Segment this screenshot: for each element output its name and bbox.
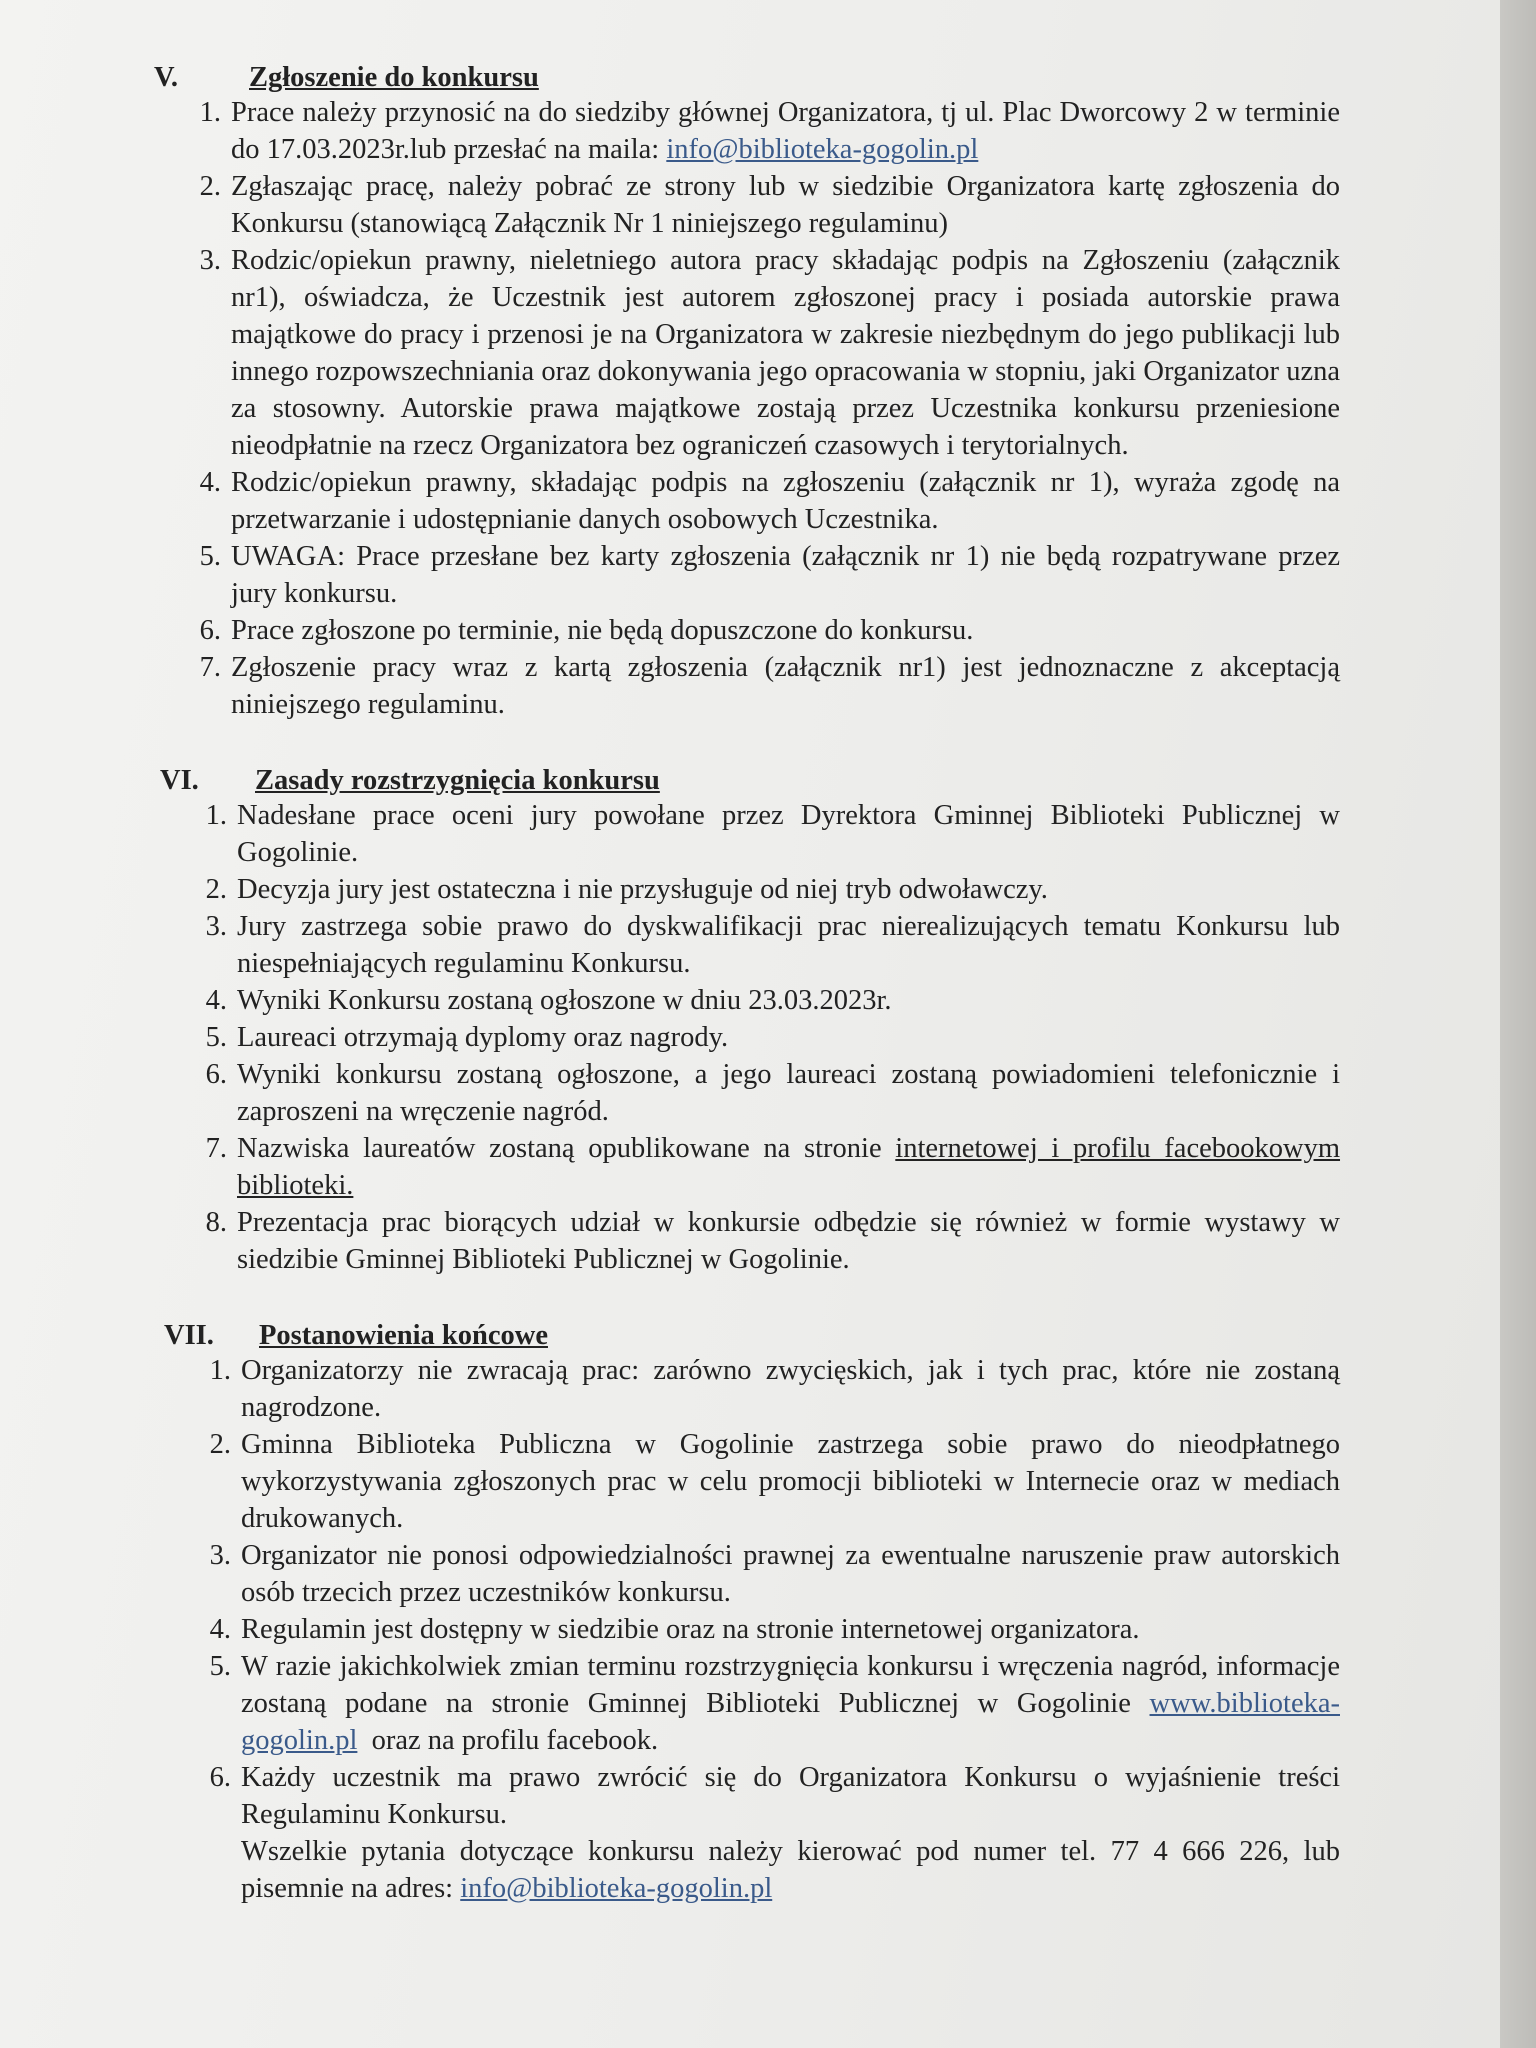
item-text: Nadesłane prace oceni jury powołane przez Dyrektora Gminnej Biblioteki Publicznej w Gogolinie. [237, 800, 1340, 868]
item-text: Jury zastrzega sobie prawo do dyskwalifikacji prac nierealizujących tematu Konkursu lub niespełniających regulaminu Konkursu. [237, 911, 1340, 979]
list-item [142, 982, 1340, 1019]
list-item [146, 1537, 1340, 1611]
list-item [136, 242, 1340, 464]
item-list [142, 797, 1340, 1278]
section-title: Postanowienia końcowe [259, 1320, 548, 1351]
list-item [136, 649, 1340, 723]
item-number: 5. [209, 1651, 231, 1682]
item-text: Prezentacja prac biorących udział w konkursie odbędzie się również w formie wystawy w siedzibie Gminnej Biblioteki Publicznej w Gogolinie. [237, 1207, 1340, 1275]
item-number: 4. [205, 985, 227, 1016]
item-number: 2. [199, 171, 221, 202]
section-title: Zasady rozstrzygnięcia konkursu [255, 765, 660, 796]
underlined-text: internetowej i profilu facebookowym biblioteki. [237, 1133, 1341, 1201]
item-text: Decyzja jury jest ostateczna i nie przysługuje od niej tryb odwoławczy. [237, 874, 1048, 905]
item-text: Laureaci otrzymają dyplomy oraz nagrody. [237, 1022, 729, 1053]
item-number: 5. [205, 1022, 227, 1053]
item-text [231, 94, 1340, 168]
item-number: 8. [205, 1207, 227, 1238]
item-number: 1. [205, 800, 227, 831]
item-number: 6. [209, 1762, 231, 1793]
item-text: UWAGA: Prace przesłane bez karty zgłoszenia (załącznik nr 1) nie będą rozpatrywane przez jury konkursu. [231, 541, 1340, 609]
item-list [146, 1352, 1340, 1907]
contact-note-text: Wszelkie pytania dotyczące konkursu należy kierować pod numer tel. 77 4 666 226, lub pisemnie na adres: [241, 1836, 1340, 1904]
item-text [237, 1130, 1340, 1204]
item-text: Rodzic/opiekun prawny, składając podpis na zgłoszeniu (załącznik nr 1), wyraża zgodę na przetwarzanie i udostępnianie danych osobowych Uczestnika. [231, 467, 1340, 535]
item-text-tail: oraz na profilu facebook. [357, 1725, 659, 1756]
item-number: 6. [205, 1059, 227, 1090]
item-text-body: W razie jakichkolwiek zmian terminu rozstrzygnięcia konkursu i wręczenia nagród, informacje zostaną podane na stronie Gminnej Biblioteki Publicznej w Gogolinie [241, 1651, 1340, 1719]
section-heading [142, 765, 1340, 797]
item-number: 4. [199, 467, 221, 498]
item-text: Zgłoszenie pracy wraz z kartą zgłoszenia (załącznik nr1) jest jednoznaczne z akceptacją niniejszego regulaminu. [231, 652, 1340, 720]
item-text [241, 1648, 1340, 1759]
item-number: 2. [209, 1429, 231, 1460]
item-text: Zgłaszając pracę, należy pobrać ze strony lub w siedzibie Organizatora kartę zgłoszenia do Konkursu (stanowiącą Załącznik Nr 1 niniejszego regulaminu) [231, 171, 1340, 239]
item-text: Organizatorzy nie zwracają prac: zarówno zwycięskich, jak i tych prac, które nie zostaną nagrodzone. [241, 1355, 1340, 1423]
email-link[interactable]: info@biblioteka-gogolin.pl [460, 1873, 773, 1904]
list-item [136, 464, 1340, 538]
item-text: Organizator nie ponosi odpowiedzialności prawnej za ewentualne naruszenie praw autorskich osób trzecich przez uczestników konkursu. [241, 1540, 1340, 1608]
item-text-body: Nazwiska laureatów zostaną opublikowane na stronie [237, 1133, 896, 1164]
section-vii [146, 1320, 1340, 1907]
item-text: Prace zgłoszone po terminie, nie będą dopuszczone do konkursu. [231, 615, 974, 646]
document-body [140, 62, 1340, 1949]
list-item [136, 168, 1340, 242]
item-list [136, 94, 1340, 723]
list-item [146, 1759, 1340, 1907]
item-text-body: Prace należy przynosić na do siedziby głównej Organizatora, tj ul. Plac Dworcowy 2 w terminie do 17.03.2023r.lub przesłać na maila: [231, 97, 1340, 165]
item-text: Regulamin jest dostępny w siedzibie oraz na stronie internetowej organizatora. [241, 1614, 1140, 1645]
list-item [136, 612, 1340, 649]
item-number: 1. [199, 97, 221, 128]
item-text-body: Każdy uczestnik ma prawo zwrócić się do Organizatora Konkursu o wyjaśnienie treści Regulaminu Konkursu. [241, 1762, 1340, 1830]
section-v [136, 62, 1340, 723]
item-number: 7. [199, 652, 221, 683]
list-item [146, 1648, 1340, 1759]
list-item [142, 871, 1340, 908]
section-number: VII. [164, 1320, 214, 1351]
website-link[interactable]: www.biblioteka-gogolin.pl [241, 1688, 1340, 1756]
list-item [146, 1352, 1340, 1426]
list-item [136, 538, 1340, 612]
item-number: 3. [205, 911, 227, 942]
item-number: 1. [209, 1355, 231, 1386]
section-number: VI. [160, 765, 199, 796]
item-number: 6. [199, 615, 221, 646]
section-number: V. [154, 62, 179, 93]
item-number: 3. [199, 245, 221, 276]
list-item [142, 1204, 1340, 1278]
list-item [142, 797, 1340, 871]
list-item [142, 1019, 1340, 1056]
list-item [146, 1426, 1340, 1537]
section-vi [142, 765, 1340, 1278]
paper-edge [1500, 0, 1536, 2048]
list-item [142, 1130, 1340, 1204]
item-number: 7. [205, 1133, 227, 1164]
item-text: Rodzic/opiekun prawny, nieletniego autora pracy składając podpis na Zgłoszeniu (załącznik nr1), oświadcza, że Uczestnik jest autorem zgłoszonej pracy i posiada autorskie prawa majątkowe do pracy i przenosi je na Organizatora w zakresie niezbędnym do jego publikacji lub innego rozpowszechniania oraz dokonywania jego opracowania w stopniu, jaki Organizator uzna za stosowny. Autorskie prawa majątkowe zostają przez Uczestnika konkursu przeniesione nieodpłatnie na rzecz Organizatora bez ograniczeń czasowych i terytorialnych. [231, 245, 1340, 461]
list-item [142, 1056, 1340, 1130]
item-number: 4. [209, 1614, 231, 1645]
list-item [146, 1611, 1340, 1648]
contact-note [241, 1833, 1340, 1907]
section-heading [136, 62, 1340, 94]
list-item [136, 94, 1340, 168]
item-number: 2. [205, 874, 227, 905]
item-number: 5. [199, 541, 221, 572]
section-heading [146, 1320, 1340, 1352]
section-title: Zgłoszenie do konkursu [249, 62, 539, 93]
item-number: 3. [209, 1540, 231, 1571]
email-link[interactable]: info@biblioteka-gogolin.pl [666, 134, 979, 165]
item-text: Wyniki Konkursu zostaną ogłoszone w dniu 23.03.2023r. [237, 985, 892, 1016]
list-item [142, 908, 1340, 982]
item-text [241, 1759, 1340, 1907]
item-text: Wyniki konkursu zostaną ogłoszone, a jego laureaci zostaną powiadomieni telefonicznie i zaproszeni na wręczenie nagród. [237, 1059, 1340, 1127]
item-text: Gminna Biblioteka Publiczna w Gogolinie zastrzega sobie prawo do nieodpłatnego wykorzystywania zgłoszonych prac w celu promocji biblioteki w Internecie oraz w mediach drukowanych. [241, 1429, 1340, 1534]
